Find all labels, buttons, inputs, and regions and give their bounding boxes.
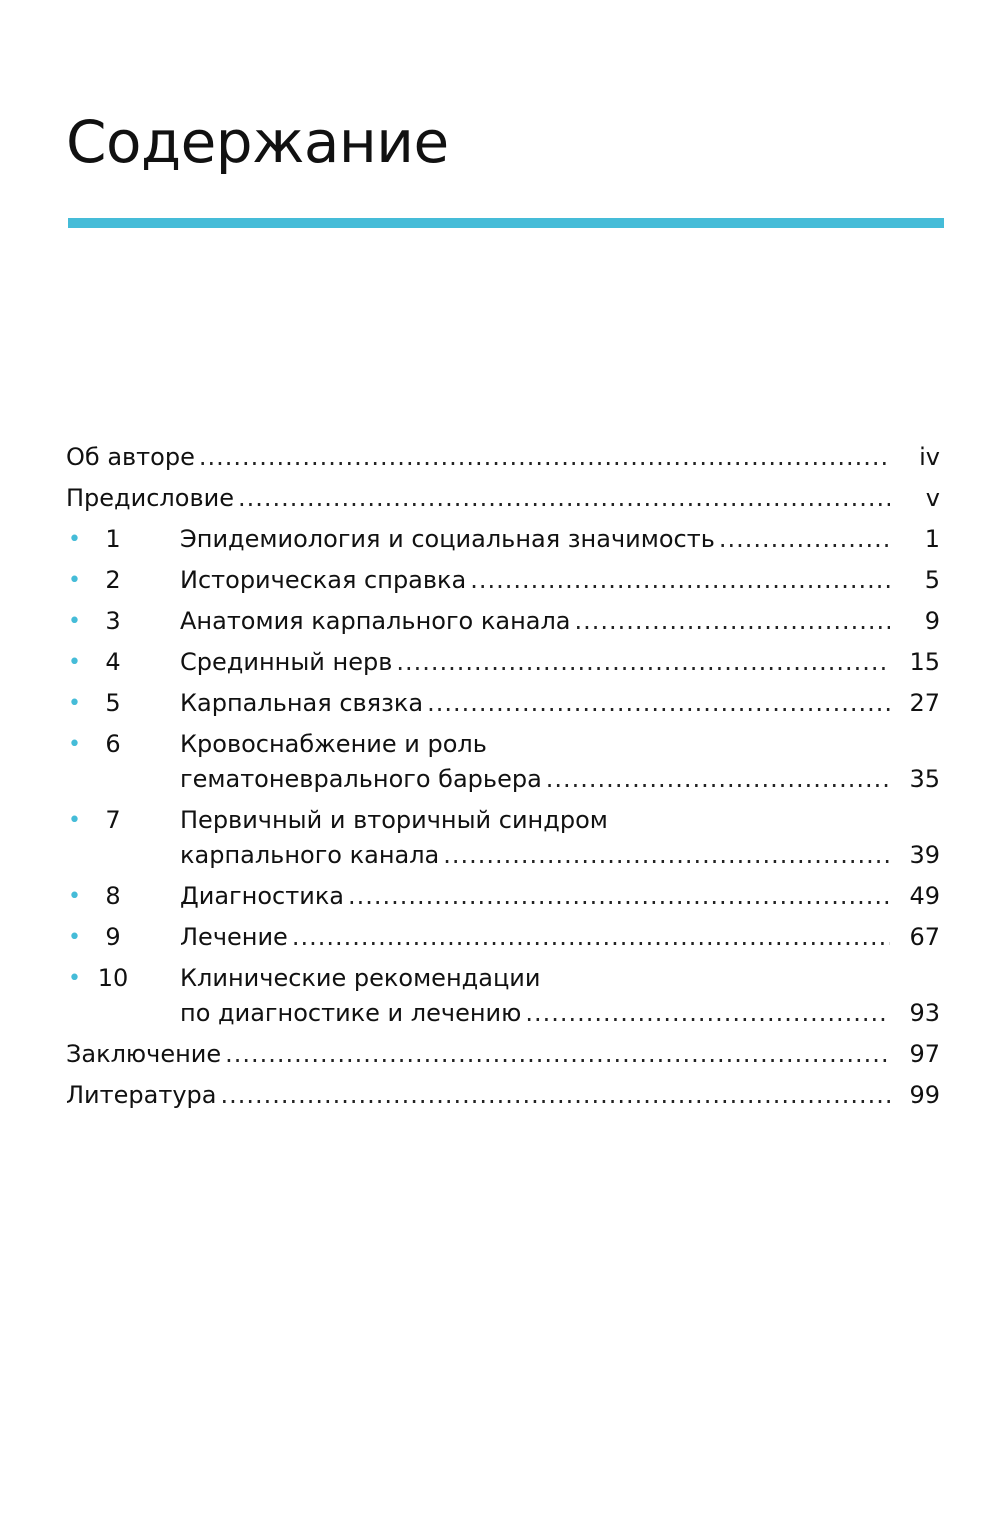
chapter-number: 7 [105,806,121,834]
chapter-title: гематоневрального барьера [180,765,542,793]
chapter-page: 1 [924,525,940,553]
toc-entry-page: 97 [909,1040,940,1068]
dot-leader [396,645,890,680]
toc-entry-title: Об авторе [66,443,195,471]
chapter-page: 15 [909,648,940,676]
dot-leader [470,563,890,598]
dot-leader [220,1078,890,1113]
chapter-page: 39 [909,841,940,869]
toc-chapter-8[interactable] [66,879,940,914]
bullet-icon: • [68,808,81,833]
dot-leader [575,604,890,639]
toc-entry-page: v [925,484,940,512]
chapter-page: 27 [909,689,940,717]
chapter-page: 35 [909,765,940,793]
toc-chapter-4[interactable] [66,645,940,680]
chapter-page: 93 [909,999,940,1027]
toc-chapter-9[interactable] [66,920,940,955]
bullet-icon: • [68,568,81,593]
page-title: Содержание [66,108,449,176]
chapter-title: карпального канала [180,841,440,869]
toc-entry-references[interactable] [66,1078,940,1113]
chapter-number: 5 [105,689,121,717]
chapter-title: Клинические рекомендации [180,964,541,992]
chapter-number: 2 [105,566,121,594]
toc-entry-about-author[interactable] [66,440,940,475]
dot-leader [427,686,890,721]
chapter-number: 1 [105,525,121,553]
bullet-icon: • [68,527,81,552]
bullet-icon: • [68,966,81,991]
toc-chapter-7[interactable] [66,803,940,873]
dot-leader [225,1037,890,1072]
chapter-page: 5 [924,566,940,594]
chapter-number: 6 [105,730,121,758]
chapter-title: Историческая справка [180,566,467,594]
dot-leader [199,440,890,475]
bullet-icon: • [68,609,81,634]
toc-entry-preface[interactable] [66,481,940,516]
chapter-title: Диагностика [180,882,345,910]
chapter-title: по диагностике и лечению [180,999,522,1027]
table-of-contents [66,440,940,1119]
chapter-title: Срединный нерв [180,648,393,676]
toc-chapter-1[interactable] [66,522,940,557]
bullet-icon: • [68,650,81,675]
chapter-title: Кровоснабжение и роль [180,730,487,758]
toc-chapter-5[interactable] [66,686,940,721]
toc-chapter-6[interactable] [66,727,940,797]
bullet-icon: • [68,884,81,909]
toc-entry-title: Заключение [66,1040,222,1068]
chapter-title: Карпальная связка [180,689,424,717]
dot-leader [525,996,890,1031]
accent-rule [68,218,944,228]
bullet-icon: • [68,925,81,950]
chapter-title: Первичный и вторичный синдром [180,806,608,834]
chapter-title: Лечение [180,923,288,951]
chapter-page: 67 [909,923,940,951]
bullet-icon: • [68,732,81,757]
chapter-number: 4 [105,648,121,676]
dot-leader [719,522,890,557]
chapter-page: 49 [909,882,940,910]
toc-entry-title: Литература [66,1081,217,1109]
toc-entry-conclusion[interactable] [66,1037,940,1072]
bullet-icon: • [68,691,81,716]
toc-chapter-10[interactable] [66,961,940,1031]
chapter-title: Эпидемиология и социальная значимость [180,525,715,553]
chapter-number: 8 [105,882,121,910]
toc-chapter-2[interactable] [66,563,940,598]
chapter-number: 9 [105,923,121,951]
toc-entry-page: 99 [909,1081,940,1109]
chapter-number: 10 [97,964,129,992]
toc-chapter-3[interactable] [66,604,940,639]
chapter-number: 3 [105,607,121,635]
dot-leader [546,762,890,797]
chapter-page: 9 [924,607,940,635]
dot-leader [443,838,890,873]
dot-leader [238,481,890,516]
chapter-title: Анатомия карпального канала [180,607,571,635]
toc-entry-title: Предисловие [66,484,234,512]
dot-leader [348,879,890,914]
toc-entry-page: iv [919,443,940,471]
dot-leader [292,920,890,955]
